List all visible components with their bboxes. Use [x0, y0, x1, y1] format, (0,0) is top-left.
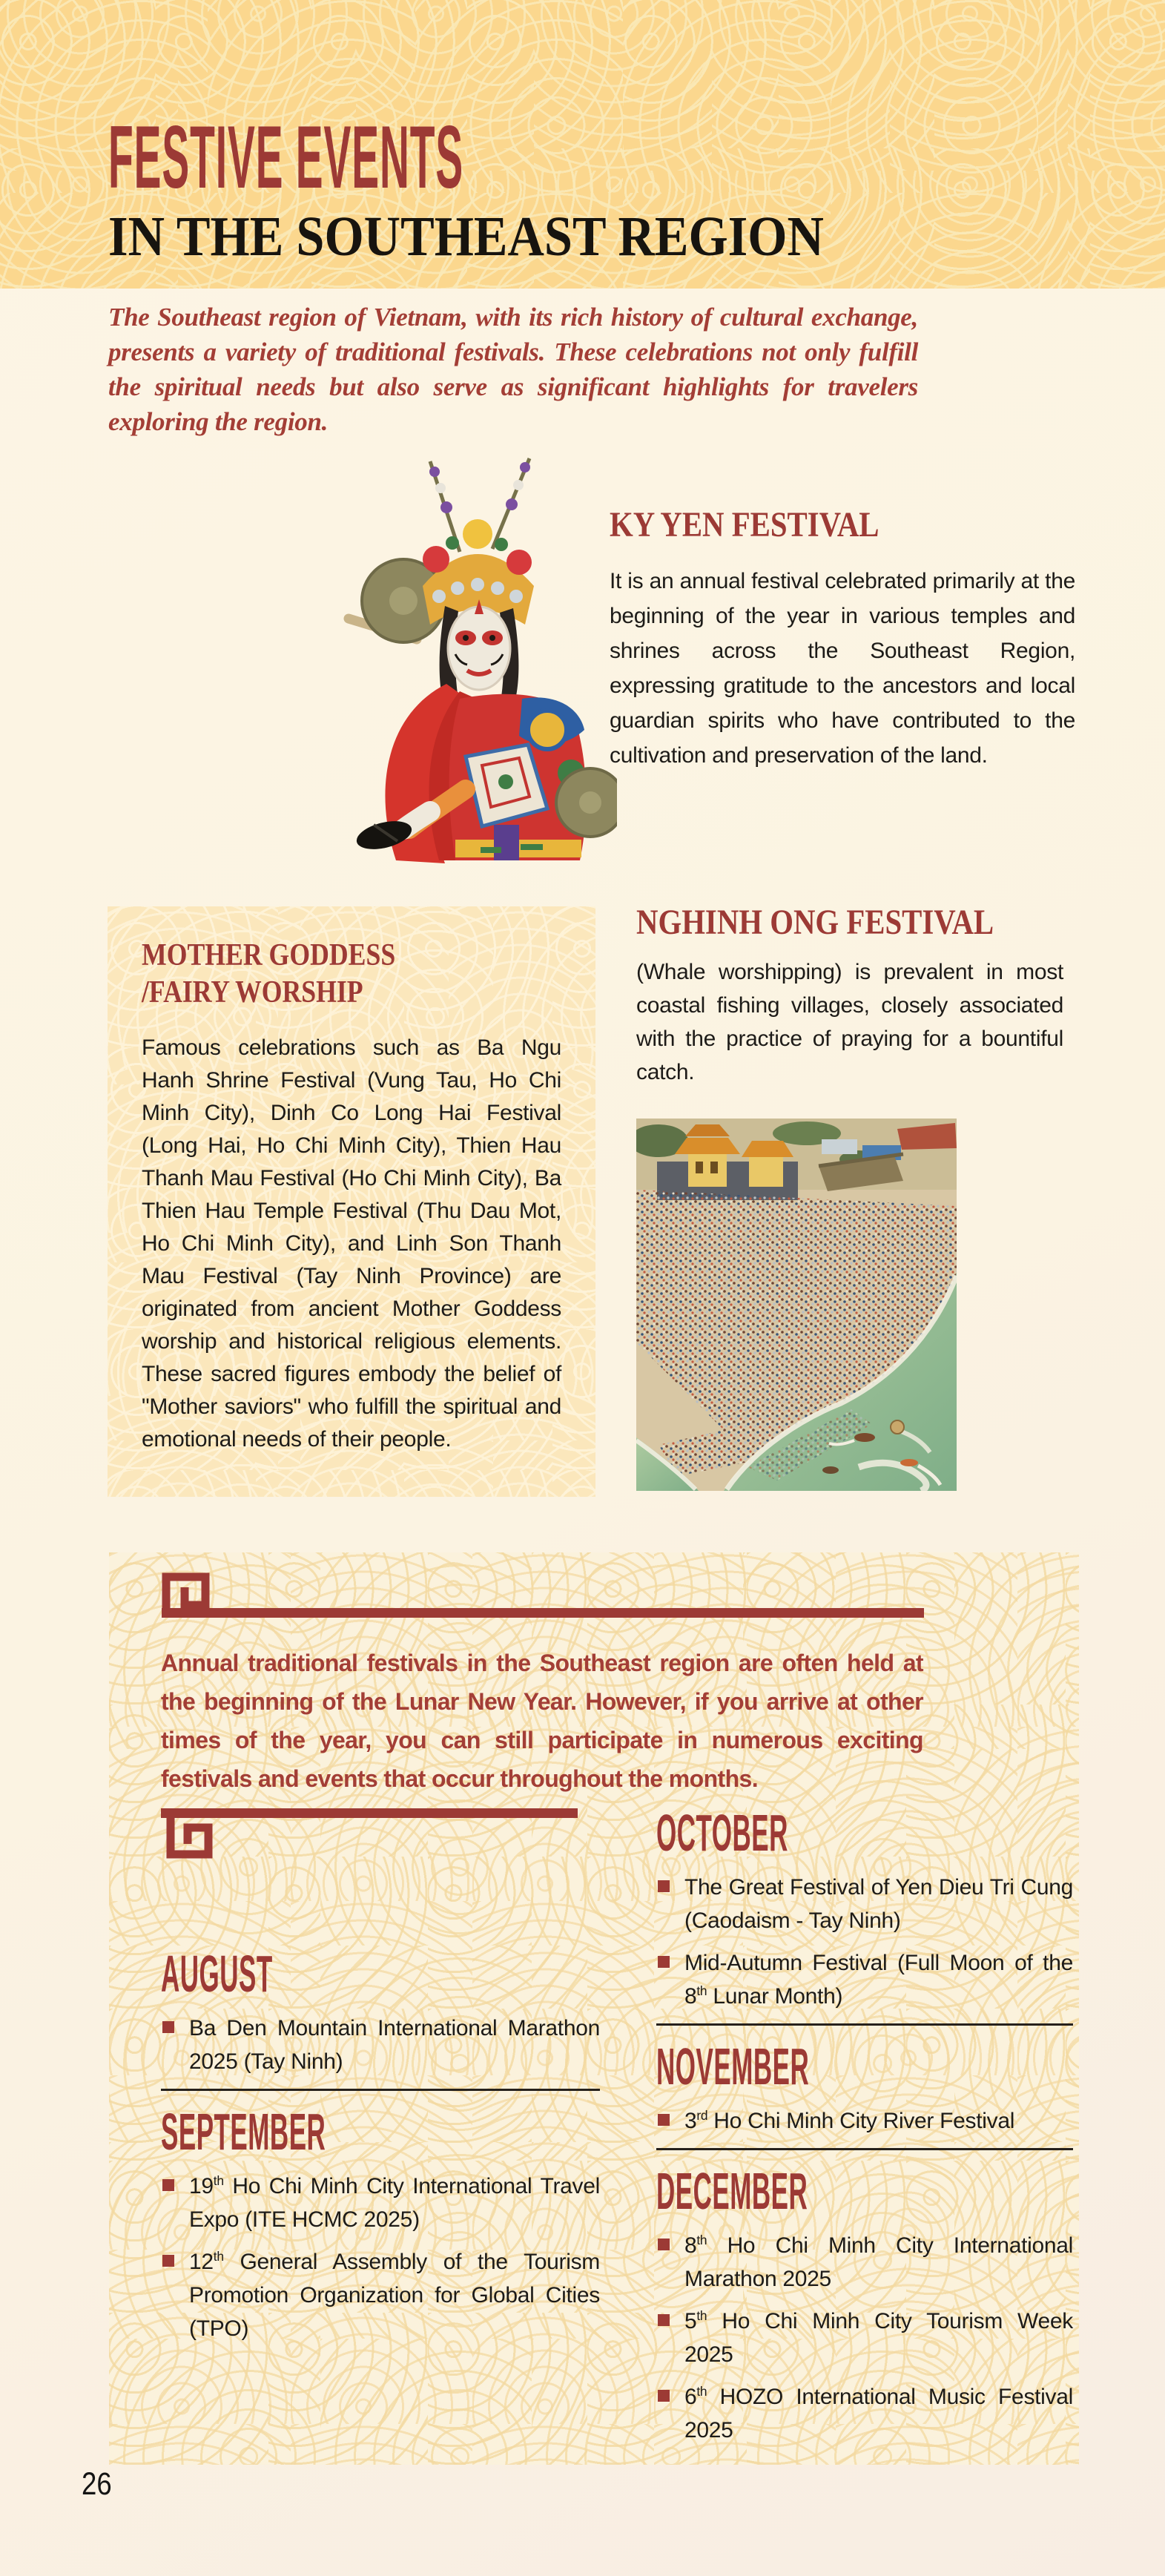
event-text: 3rd Ho Chi Minh City River Festival	[684, 2108, 1015, 2133]
event-item	[656, 1871, 1073, 1937]
event-text: 6th HOZO International Music Festival 2025	[684, 2384, 1073, 2442]
intro-paragraph: The Southeast region of Vietnam, with its rich history of cultural exchange, presents a variety of traditional festivals. These celebrations not only fulfill the spiritual needs but also serve as significant highlights for travelers exploring the region.	[108, 303, 918, 436]
bullet-square-icon	[162, 2179, 174, 2191]
bullet-square-icon	[162, 2255, 174, 2267]
event-item	[656, 1946, 1073, 2013]
event-item	[656, 2305, 1073, 2371]
month-divider	[161, 2089, 600, 2091]
event-text: Ba Den Mountain International Marathon 2025 (Tay Ninh)	[189, 2016, 600, 2074]
month-divider	[656, 2023, 1073, 2026]
page-title: FESTIVE EVENTS	[108, 108, 464, 207]
events-calendar-panel	[109, 1552, 1079, 2465]
callout-paragraph: Annual traditional festivals in the Southeast region are often held at the beginning of the Lunar New Year. However, if you arrive at other times of the year, you can still participate in numerous exciting festivals and events that occur throughout the months.	[161, 1650, 923, 1792]
event-item	[161, 2012, 600, 2078]
bullet-square-icon	[658, 1880, 670, 1892]
month-divider	[656, 2148, 1073, 2150]
ky-yen-performer-photo	[335, 454, 617, 866]
bullet-square-icon	[658, 2239, 670, 2250]
ky-yen-section	[610, 506, 1075, 773]
event-text: 5th Ho Chi Minh City Tourism Week 2025	[684, 2308, 1073, 2367]
page-number: 26	[82, 2466, 112, 2502]
month-heading-september: SEPTEMBER	[161, 2103, 326, 2161]
event-item	[656, 2380, 1073, 2447]
nghinh-ong-body: (Whale worshipping) is prevalent in most coastal fishing villages, closely associated with the practice of praying for a bountiful catch.	[636, 959, 1063, 1084]
nghinh-ong-section	[636, 903, 1063, 1491]
month-heading-november: NOVEMBER	[656, 2038, 810, 2095]
event-text: 19th Ho Chi Minh City International Travel Expo (ITE HCMC 2025)	[189, 2173, 600, 2232]
event-text: 8th Ho Chi Minh City International Marathon 2025	[684, 2233, 1073, 2291]
calendar-column-right	[656, 1804, 1073, 2456]
nghinh-ong-aerial-photo	[636, 1119, 957, 1491]
event-item	[656, 2104, 1073, 2138]
event-text: The Great Festival of Yen Dieu Tri Cung (Caodaism - Tay Ninh)	[684, 1875, 1073, 1933]
nghinh-ong-heading: NGHINH ONG FESTIVAL	[636, 903, 994, 942]
event-item	[161, 2170, 600, 2236]
mother-goddess-box	[108, 906, 595, 1497]
calendar-column-left	[161, 1807, 600, 2456]
bullet-square-icon	[658, 2314, 670, 2326]
month-heading-december: DECEMBER	[656, 2162, 808, 2220]
mother-goddess-heading: MOTHER GODDESS /FAIRY WORSHIP	[142, 938, 396, 1009]
greek-key-ornament-bottom	[161, 1807, 578, 1860]
month-heading-october: OCTOBER	[656, 1804, 788, 1862]
event-item	[656, 2229, 1073, 2296]
ky-yen-body: It is an annual festival celebrated primarily at the beginning of the year in various temples and shrines across the Southeast Region, expressing gratitude to the ancestors and local guardian spirits who have contributed to the cultivation and preservation of the land.	[610, 568, 1075, 768]
bullet-square-icon	[658, 1956, 670, 1968]
calendar-columns	[161, 1804, 1073, 2456]
mother-goddess-body: Famous celebrations such as Ba Ngu Hanh Shrine Festival (Vung Tau, Ho Chi Minh City), Dinh Co Long Hai Festival (Long Hai, Ho Chi Minh City), Thien Hau Thanh Mau Festival (Ho Chi Minh City), Ba Thien Hau Temple Festival (Thu Dau Mot, Ho Chi Minh City), and Linh Son Thanh Mau Festival (Tay Ninh Province) are originated from ancient Mother Goddess worship and historical religious elements. These sacred figures embody the belief of "Mother saviors" who fulfill the spiritual and emotional needs of their people.	[142, 1035, 561, 1452]
bullet-square-icon	[658, 2114, 670, 2126]
bullet-square-icon	[162, 2021, 174, 2033]
event-item	[161, 2245, 600, 2345]
greek-key-ornament-top	[161, 1572, 925, 1621]
month-heading-august: AUGUST	[161, 1945, 273, 2003]
page-subtitle: IN THE SOUTHEAST REGION	[108, 205, 824, 268]
event-text: Mid-Autumn Festival (Full Moon of the 8th Lunar Month)	[684, 1951, 1073, 2009]
event-text: 12th General Assembly of the Tourism Promotion Organization for Global Cities (TPO)	[189, 2249, 600, 2341]
ky-yen-heading: KY YEN FESTIVAL	[610, 505, 879, 544]
bullet-square-icon	[658, 2390, 670, 2402]
